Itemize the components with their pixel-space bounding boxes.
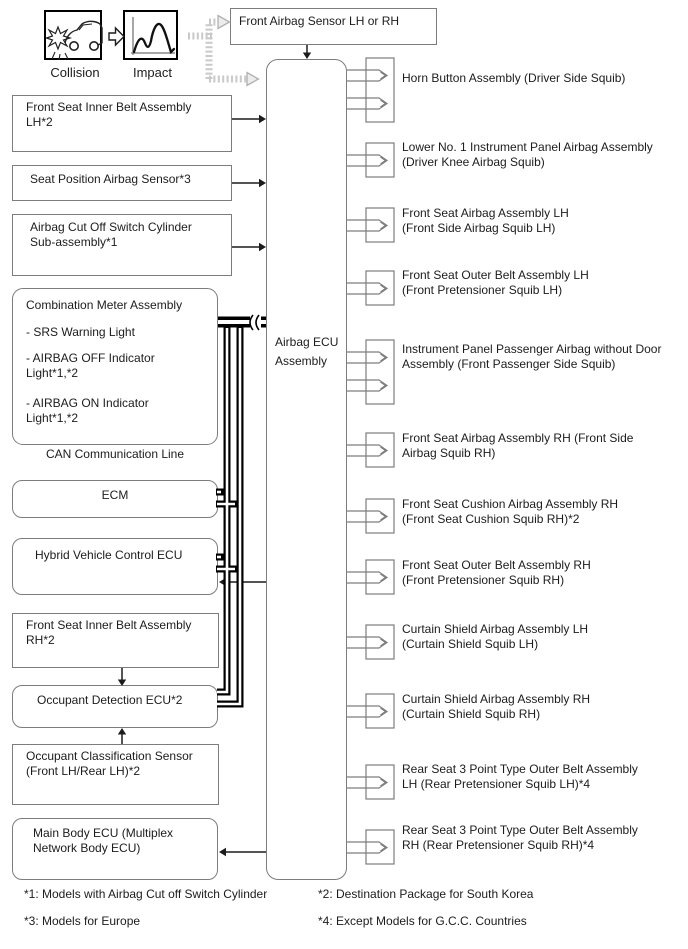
occupant-classification-sensor-label: Occupant Classification Sensor (Front LH/Rear LH)*2 xyxy=(26,749,193,778)
occupant-detection-ecu-label: Occupant Detection ECU*2 xyxy=(37,693,183,707)
right-label-front-seat-outer-belt-lh: Front Seat Outer Belt Assembly LH (Front Pretensioner Squib LH) xyxy=(402,268,589,297)
airbag-ecu-assembly-box xyxy=(266,59,347,880)
left-box-seat-position-airbag-sensor xyxy=(12,165,232,201)
airbag-cut-off-switch-label: Airbag Cut Off Switch Cylinder Sub-assembly*1 xyxy=(30,220,192,249)
impact-waveform-icon xyxy=(125,12,180,62)
squib-connector-icon xyxy=(347,55,395,125)
squib-connector-icon xyxy=(347,205,395,245)
airbag-ecu-assembly-label: Airbag ECU Assembly xyxy=(275,335,339,368)
right-label-front-seat-airbag-rh: Front Seat Airbag Assembly RH (Front Side Airbag Squib RH) xyxy=(402,431,634,460)
squib-connector-icon xyxy=(347,827,395,867)
left-box-front-seat-inner-belt-rh xyxy=(12,613,219,668)
right-label-front-seat-cushion-airbag-rh: Front Seat Cushion Airbag Assembly RH (Front Seat Cushion Squib RH)*2 xyxy=(402,497,619,526)
left-box-ecm xyxy=(12,480,218,518)
combination-meter-title: Combination Meter Assembly xyxy=(26,298,183,312)
right-label-lower-no1-ip-airbag: Lower No. 1 Instrument Panel Airbag Assembly (Driver Knee Airbag Squib) xyxy=(402,140,653,169)
left-box-occupant-detection-ecu xyxy=(12,685,218,728)
impact-icon xyxy=(123,10,178,60)
squib-connector-icon xyxy=(347,557,395,597)
ecm-label: ECM xyxy=(101,488,129,502)
right-label-rear-seat-outer-belt-lh: Rear Seat 3 Point Type Outer Belt Assembly LH (Rear Pretensioner Squib LH)*4 xyxy=(402,762,638,791)
can-bus-core xyxy=(217,322,266,704)
right-label-horn-button: Horn Button Assembly (Driver Side Squib) xyxy=(402,71,626,85)
left-box-combination-meter xyxy=(12,288,218,445)
main-body-ecu-label: Main Body ECU (Multiplex Network Body ECU) xyxy=(33,826,174,855)
squib-connector-icon xyxy=(347,140,395,180)
footnote-3: *3: Models for Europe xyxy=(24,914,141,928)
footnote-1: *1: Models with Airbag Cut off Switch Cylinder xyxy=(24,887,268,901)
footnote-4: *4: Except Models for G.C.C. Countries xyxy=(318,914,527,928)
left-box-main-body-ecu xyxy=(12,818,218,880)
left-box-airbag-cut-off-switch xyxy=(12,214,232,276)
impact-label: Impact xyxy=(132,65,172,80)
seat-position-airbag-sensor-label: Seat Position Airbag Sensor*3 xyxy=(30,172,191,186)
srs-warning-light-item: - SRS Warning Light xyxy=(26,325,135,339)
front-seat-inner-belt-lh-label: Front Seat Inner Belt Assembly LH*2 xyxy=(26,100,192,129)
squib-connector-icon xyxy=(347,496,395,536)
right-label-front-seat-outer-belt-rh: Front Seat Outer Belt Assembly RH (Front Pretensioner Squib RH) xyxy=(402,558,591,587)
squib-connector-icon xyxy=(347,430,395,470)
collision-to-impact-arrow xyxy=(109,28,124,45)
hybrid-vehicle-control-ecu-label: Hybrid Vehicle Control ECU xyxy=(35,548,183,562)
collision-label: Collision xyxy=(50,65,100,80)
left-box-hybrid-vehicle-control-ecu xyxy=(12,538,218,595)
right-label-rear-seat-outer-belt-rh: Rear Seat 3 Point Type Outer Belt Assembly RH (Rear Pretensioner Squib RH)*4 xyxy=(402,823,638,852)
collision-icon xyxy=(44,10,102,60)
front-airbag-sensor-label: Front Airbag Sensor LH or RH xyxy=(239,14,400,28)
right-label-curtain-shield-airbag-rh: Curtain Shield Airbag Assembly RH (Curtain Shield Squib RH) xyxy=(402,692,591,721)
front-seat-inner-belt-rh-label: Front Seat Inner Belt Assembly RH*2 xyxy=(26,618,192,647)
squib-connector-icon xyxy=(347,337,395,407)
squib-connector-icon xyxy=(347,691,395,731)
can-bus xyxy=(216,322,266,704)
right-label-front-seat-airbag-lh: Front Seat Airbag Assembly LH (Front Side Airbag Squib LH) xyxy=(402,206,569,235)
right-label-curtain-shield-airbag-lh: Curtain Shield Airbag Assembly LH (Curtain Shield Squib LH) xyxy=(402,622,589,651)
squib-connector-icon xyxy=(347,622,395,662)
left-box-occupant-classification-sensor xyxy=(12,744,219,805)
bus-break-mark xyxy=(250,315,261,330)
front-airbag-sensor-box xyxy=(230,8,437,45)
airbag-off-indicator-item: - AIRBAG OFF Indicator Light*1,*2 xyxy=(26,351,155,380)
airbag-on-indicator-item: - AIRBAG ON Indicator Light*1,*2 xyxy=(26,396,149,425)
can-communication-line-label: CAN Communication Line xyxy=(45,447,185,461)
left-box-front-seat-inner-belt-lh xyxy=(12,95,232,152)
footnote-2: *2: Destination Package for South Korea xyxy=(318,887,534,901)
squib-connector-icon xyxy=(347,268,395,308)
collision-crash-icon xyxy=(46,12,104,62)
right-label-ip-passenger-airbag: Instrument Panel Passenger Airbag without Door Assembly (Front Passenger Side Squib) xyxy=(402,342,662,371)
squib-connector-icon xyxy=(347,762,395,802)
